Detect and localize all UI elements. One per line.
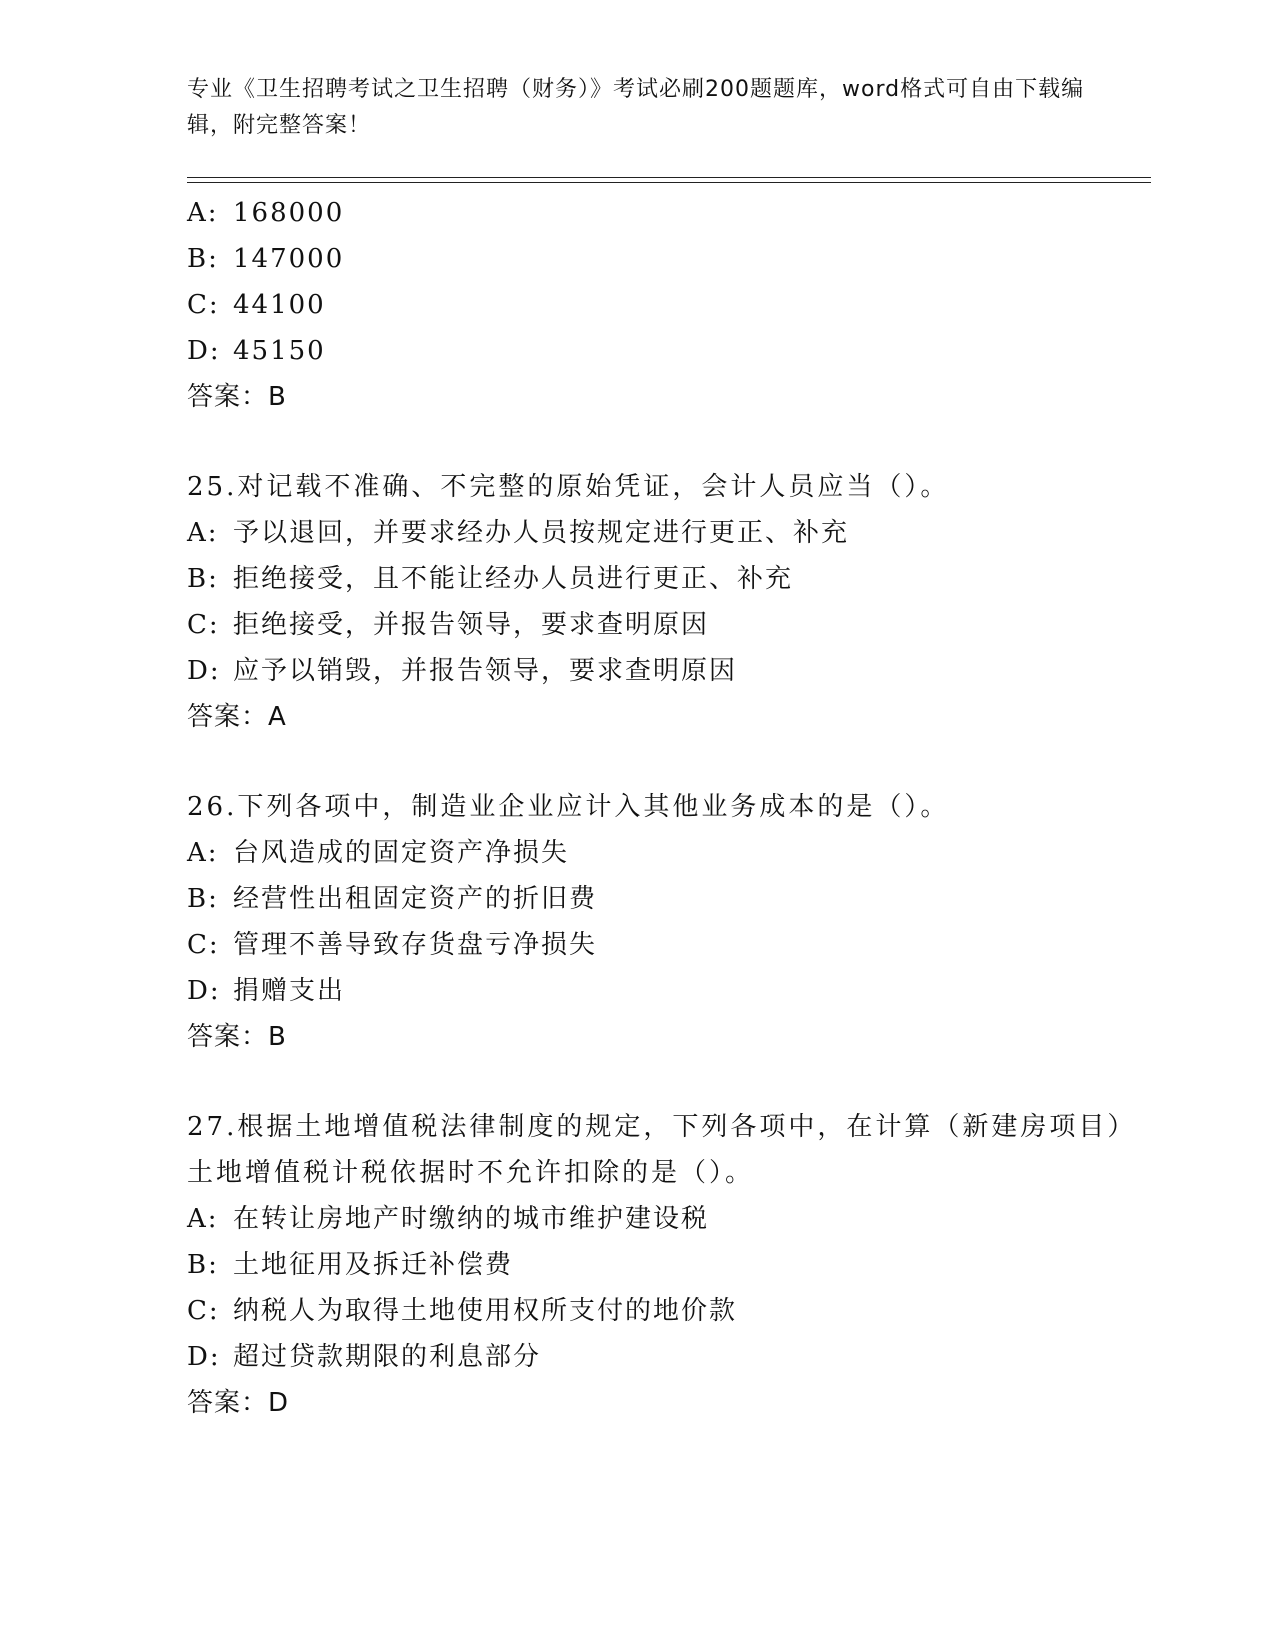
question-block-26	[187, 784, 1151, 1060]
option-letter: A:	[187, 1204, 219, 1234]
option-c	[187, 602, 1151, 648]
option-letter: C:	[187, 1296, 220, 1326]
option-text: 予以退回，并要求经办人员按规定进行更正、补充	[233, 518, 850, 548]
option-letter: B:	[187, 244, 219, 274]
option-letter: C:	[187, 290, 220, 320]
option-b	[187, 236, 1151, 282]
option-letter: D:	[187, 656, 221, 686]
option-letter: A:	[187, 518, 219, 548]
option-text: 在转让房地产时缴纳的城市维护建设税	[233, 1204, 710, 1234]
option-b	[187, 556, 1151, 602]
option-a	[187, 190, 1151, 236]
option-b	[187, 1242, 1151, 1288]
option-text: 147000	[233, 244, 345, 274]
document-header	[187, 72, 1087, 144]
option-text: 44100	[233, 290, 326, 320]
option-text: 168000	[233, 198, 345, 228]
option-letter: D:	[187, 1342, 221, 1372]
option-text: 捐赠支出	[233, 976, 346, 1006]
answer-line: 答案：B	[187, 382, 287, 412]
option-d	[187, 1334, 1151, 1380]
option-letter: A:	[187, 838, 219, 868]
option-letter: A:	[187, 198, 219, 228]
option-text: 拒绝接受，并报告领导，要求查明原因	[233, 610, 710, 640]
option-text: 台风造成的固定资产净损失	[233, 838, 570, 868]
question-stem: 26.下列各项中，制造业企业应计入其他业务成本的是（）。	[187, 792, 950, 822]
option-b	[187, 876, 1151, 922]
option-text: 土地征用及拆迁补偿费	[233, 1250, 514, 1280]
option-letter: B:	[187, 1250, 219, 1280]
option-text: 管理不善导致存货盘亏净损失	[233, 930, 598, 960]
option-text: 纳税人为取得土地使用权所支付的地价款	[233, 1296, 738, 1326]
header-divider-bottom	[187, 182, 1151, 183]
option-c	[187, 1288, 1151, 1334]
option-letter: D:	[187, 976, 221, 1006]
option-c	[187, 922, 1151, 968]
header-divider-top	[187, 177, 1151, 178]
document-body	[187, 190, 1151, 1426]
option-text: 应予以销毁，并报告领导，要求查明原因	[233, 656, 738, 686]
option-letter: B:	[187, 564, 219, 594]
option-c	[187, 282, 1151, 328]
answer-line: 答案：B	[187, 1022, 287, 1052]
option-letter: C:	[187, 610, 220, 640]
answer-line: 答案：A	[187, 702, 287, 732]
question-block-25	[187, 464, 1151, 740]
option-a	[187, 1196, 1151, 1242]
option-text: 45150	[233, 336, 326, 366]
option-text: 拒绝接受，且不能让经办人员进行更正、补充	[233, 564, 794, 594]
option-d	[187, 968, 1151, 1014]
option-text: 经营性出租固定资产的折旧费	[233, 884, 598, 914]
option-d	[187, 328, 1151, 374]
option-letter: B:	[187, 884, 219, 914]
option-text: 超过贷款期限的利息部分	[233, 1342, 542, 1372]
option-letter: D:	[187, 336, 221, 366]
header-text: 专业《卫生招聘考试之卫生招聘（财务）》考试必刷200题题库，word格式可自由下载编辑，附完整答案！	[187, 77, 1085, 138]
question-stem: 27.根据土地增值税法律制度的规定，下列各项中，在计算（新建房项目）土地增值税计税依据时不允许扣除的是（）。	[187, 1112, 1137, 1188]
option-a	[187, 830, 1151, 876]
question-block-prev	[187, 190, 1151, 420]
option-a	[187, 510, 1151, 556]
question-stem: 25.对记载不准确、不完整的原始凭证，会计人员应当（）。	[187, 472, 950, 502]
option-d	[187, 648, 1151, 694]
option-letter: C:	[187, 930, 220, 960]
question-block-27	[187, 1104, 1151, 1426]
answer-line: 答案：D	[187, 1388, 290, 1418]
